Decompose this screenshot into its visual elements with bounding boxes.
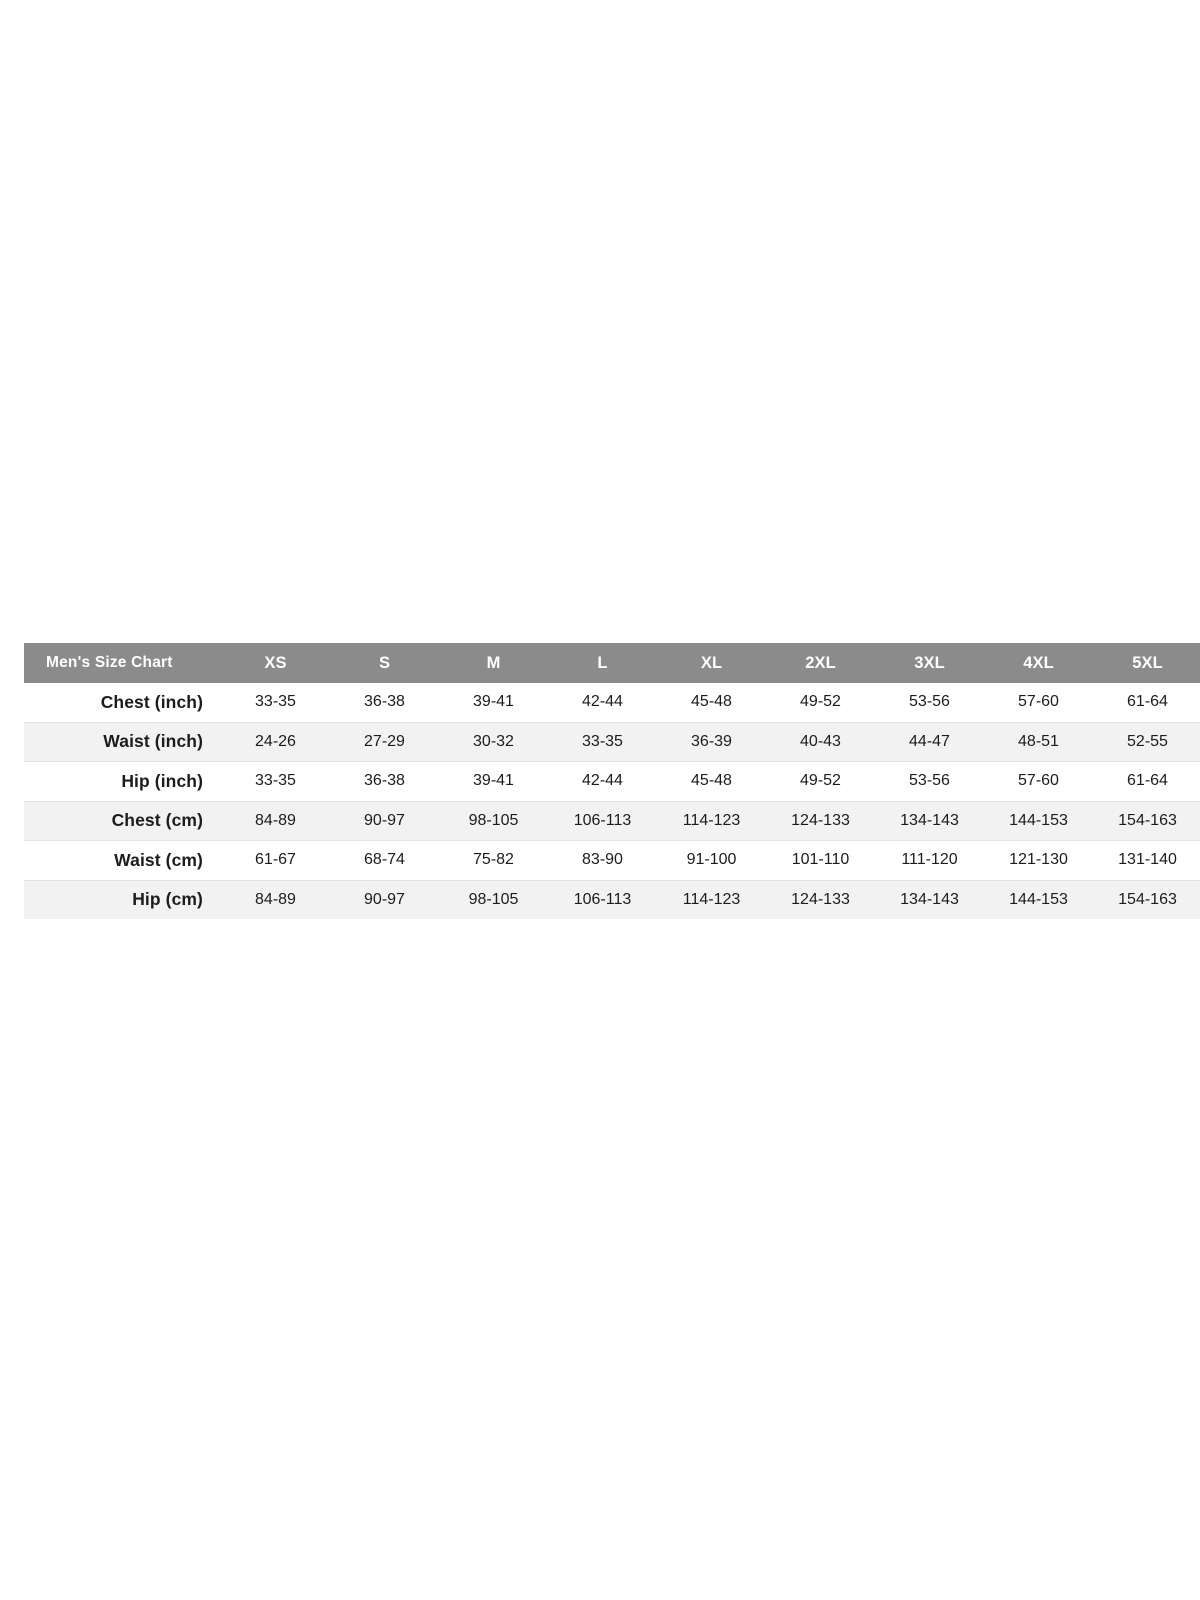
cell-chest-inch-l: 42-44 bbox=[548, 683, 657, 722]
cell-chest-inch-2xl: 49-52 bbox=[766, 683, 875, 722]
cell-chest-cm-s: 90-97 bbox=[330, 801, 439, 841]
column-header-4xl: 4XL bbox=[984, 643, 1093, 683]
cell-hip-inch-5xl: 61-64 bbox=[1093, 762, 1200, 802]
cell-chest-cm-3xl: 134-143 bbox=[875, 801, 984, 841]
cell-waist-inch-2xl: 40-43 bbox=[766, 722, 875, 762]
cell-hip-cm-5xl: 154-163 bbox=[1093, 880, 1200, 919]
cell-hip-cm-2xl: 124-133 bbox=[766, 880, 875, 919]
cell-hip-cm-s: 90-97 bbox=[330, 880, 439, 919]
cell-chest-inch-5xl: 61-64 bbox=[1093, 683, 1200, 722]
cell-waist-cm-2xl: 101-110 bbox=[766, 841, 875, 881]
cell-waist-cm-4xl: 121-130 bbox=[984, 841, 1093, 881]
cell-hip-cm-m: 98-105 bbox=[439, 880, 548, 919]
size-chart-container bbox=[24, 643, 1175, 919]
cell-waist-cm-m: 75-82 bbox=[439, 841, 548, 881]
cell-hip-inch-2xl: 49-52 bbox=[766, 762, 875, 802]
cell-hip-inch-m: 39-41 bbox=[439, 762, 548, 802]
chart-title: Men's Size Chart bbox=[24, 643, 221, 683]
cell-waist-cm-3xl: 111-120 bbox=[875, 841, 984, 881]
cell-hip-cm-l: 106-113 bbox=[548, 880, 657, 919]
row-label-chest-cm: Chest (cm) bbox=[24, 801, 221, 841]
cell-hip-inch-s: 36-38 bbox=[330, 762, 439, 802]
cell-chest-cm-2xl: 124-133 bbox=[766, 801, 875, 841]
cell-waist-inch-5xl: 52-55 bbox=[1093, 722, 1200, 762]
cell-waist-inch-xs: 24-26 bbox=[221, 722, 330, 762]
cell-hip-inch-4xl: 57-60 bbox=[984, 762, 1093, 802]
row-label-chest-inch: Chest (inch) bbox=[24, 683, 221, 722]
cell-waist-cm-l: 83-90 bbox=[548, 841, 657, 881]
column-header-3xl: 3XL bbox=[875, 643, 984, 683]
cell-waist-cm-xl: 91-100 bbox=[657, 841, 766, 881]
row-label-hip-cm: Hip (cm) bbox=[24, 880, 221, 919]
column-header-xs: XS bbox=[221, 643, 330, 683]
table-row bbox=[24, 801, 1200, 841]
table-row bbox=[24, 683, 1200, 722]
cell-chest-inch-s: 36-38 bbox=[330, 683, 439, 722]
header-row bbox=[24, 643, 1200, 683]
cell-chest-inch-xs: 33-35 bbox=[221, 683, 330, 722]
table-body bbox=[24, 683, 1200, 919]
cell-waist-inch-s: 27-29 bbox=[330, 722, 439, 762]
cell-chest-cm-xs: 84-89 bbox=[221, 801, 330, 841]
cell-waist-cm-s: 68-74 bbox=[330, 841, 439, 881]
cell-chest-cm-5xl: 154-163 bbox=[1093, 801, 1200, 841]
cell-hip-inch-l: 42-44 bbox=[548, 762, 657, 802]
mens-size-chart-table bbox=[24, 643, 1200, 919]
cell-waist-cm-xs: 61-67 bbox=[221, 841, 330, 881]
cell-waist-inch-xl: 36-39 bbox=[657, 722, 766, 762]
cell-hip-cm-xl: 114-123 bbox=[657, 880, 766, 919]
cell-chest-cm-4xl: 144-153 bbox=[984, 801, 1093, 841]
table-row bbox=[24, 880, 1200, 919]
table-row bbox=[24, 762, 1200, 802]
table-header bbox=[24, 643, 1200, 683]
cell-chest-inch-xl: 45-48 bbox=[657, 683, 766, 722]
row-label-waist-inch: Waist (inch) bbox=[24, 722, 221, 762]
cell-chest-cm-l: 106-113 bbox=[548, 801, 657, 841]
cell-chest-cm-m: 98-105 bbox=[439, 801, 548, 841]
column-header-xl: XL bbox=[657, 643, 766, 683]
cell-chest-inch-m: 39-41 bbox=[439, 683, 548, 722]
table-row bbox=[24, 841, 1200, 881]
cell-waist-inch-m: 30-32 bbox=[439, 722, 548, 762]
column-header-5xl: 5XL bbox=[1093, 643, 1200, 683]
cell-hip-cm-4xl: 144-153 bbox=[984, 880, 1093, 919]
cell-hip-inch-xs: 33-35 bbox=[221, 762, 330, 802]
cell-waist-inch-l: 33-35 bbox=[548, 722, 657, 762]
row-label-waist-cm: Waist (cm) bbox=[24, 841, 221, 881]
row-label-hip-inch: Hip (inch) bbox=[24, 762, 221, 802]
column-header-2xl: 2XL bbox=[766, 643, 875, 683]
cell-waist-inch-4xl: 48-51 bbox=[984, 722, 1093, 762]
cell-waist-cm-5xl: 131-140 bbox=[1093, 841, 1200, 881]
cell-chest-cm-xl: 114-123 bbox=[657, 801, 766, 841]
table-row bbox=[24, 722, 1200, 762]
column-header-m: M bbox=[439, 643, 548, 683]
cell-hip-cm-xs: 84-89 bbox=[221, 880, 330, 919]
cell-hip-inch-3xl: 53-56 bbox=[875, 762, 984, 802]
cell-hip-inch-xl: 45-48 bbox=[657, 762, 766, 802]
column-header-l: L bbox=[548, 643, 657, 683]
cell-chest-inch-4xl: 57-60 bbox=[984, 683, 1093, 722]
cell-waist-inch-3xl: 44-47 bbox=[875, 722, 984, 762]
cell-chest-inch-3xl: 53-56 bbox=[875, 683, 984, 722]
column-header-s: S bbox=[330, 643, 439, 683]
cell-hip-cm-3xl: 134-143 bbox=[875, 880, 984, 919]
